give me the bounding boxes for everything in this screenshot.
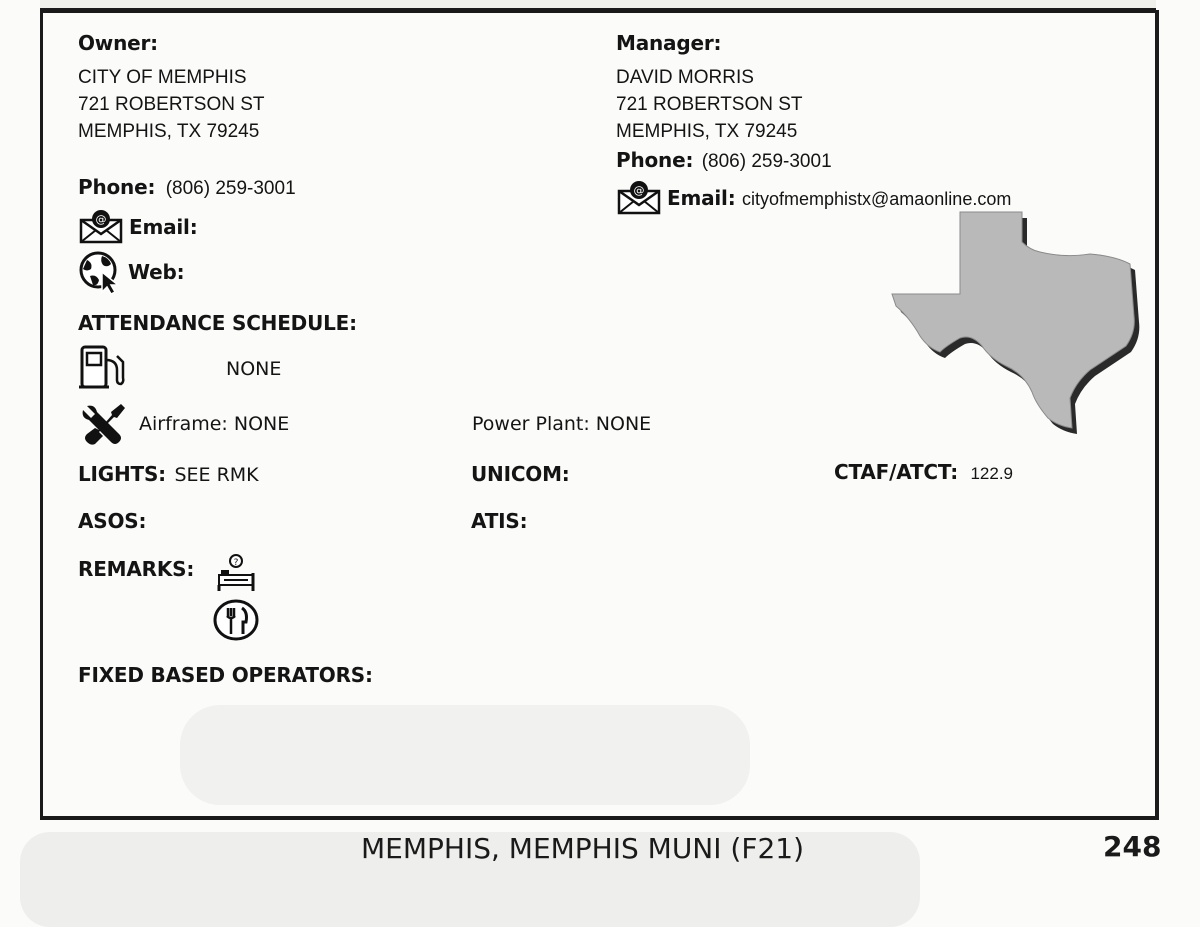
manager-email: cityofmemphistx@amaonline.com [741, 189, 1012, 209]
svg-text:@: @ [95, 213, 107, 226]
restaurant-icon [212, 598, 260, 642]
lights-value: SEE RMK [174, 464, 259, 486]
owner-email-label: Email: [129, 215, 198, 239]
ctaf-label: CTAF/ATCT: [834, 460, 959, 484]
fbo-label: FIXED BASED OPERATORS: [78, 663, 373, 687]
airframe-schedule: Airframe: NONE [139, 413, 290, 435]
owner-phone: (806) 259-3001 [165, 178, 296, 199]
owner-city: MEMPHIS, TX 79245 [78, 121, 260, 142]
fuel-schedule: NONE [226, 358, 282, 380]
attendance-schedule-label: ATTENDANCE SCHEDULE: [78, 311, 357, 335]
lights-label: LIGHTS: [78, 462, 166, 486]
owner-label: Owner: [78, 31, 158, 55]
top-edge [40, 0, 1156, 8]
owner-phone-label: Phone: [78, 175, 156, 199]
powerplant-schedule: Power Plant: NONE [472, 413, 652, 435]
owner-web-label: Web: [128, 260, 185, 284]
owner-name: CITY OF MEMPHIS [78, 67, 247, 88]
envelope-icon [617, 179, 661, 215]
manager-street: 721 ROBERTSON ST [616, 94, 803, 115]
fuel-pump-icon [79, 344, 125, 390]
svg-text:@: @ [633, 184, 645, 197]
smudge [180, 705, 750, 805]
ctaf-value: 122.9 [970, 464, 1014, 483]
svg-text:?: ? [233, 558, 239, 568]
unicom-label: UNICOM: [471, 462, 570, 486]
atis-label: ATIS: [471, 509, 528, 533]
manager-phone: (806) 259-3001 [701, 151, 832, 172]
page-footer-title: MEMPHIS, MEMPHIS MUNI (F21) [361, 832, 804, 865]
asos-label: ASOS: [78, 509, 147, 533]
manager-email-row [667, 186, 1011, 210]
wrench-screwdriver-icon [81, 402, 125, 446]
page-number: 248 [1103, 830, 1162, 863]
manager-phone-row [616, 148, 832, 173]
lights-row [78, 462, 259, 486]
remarks-label: REMARKS: [78, 557, 195, 581]
manager-city: MEMPHIS, TX 79245 [616, 121, 798, 142]
ctaf-row [834, 460, 1013, 484]
manager-email-label: Email: [667, 186, 736, 210]
envelope-icon [79, 208, 123, 244]
lodging-icon [216, 553, 256, 593]
owner-street: 721 ROBERTSON ST [78, 94, 265, 115]
globe-cursor-icon [78, 250, 124, 294]
manager-name: DAVID MORRIS [616, 67, 754, 88]
owner-phone-row [78, 175, 296, 200]
manager-label: Manager: [616, 31, 722, 55]
manager-phone-label: Phone: [616, 148, 694, 172]
texas-map [890, 206, 1142, 438]
